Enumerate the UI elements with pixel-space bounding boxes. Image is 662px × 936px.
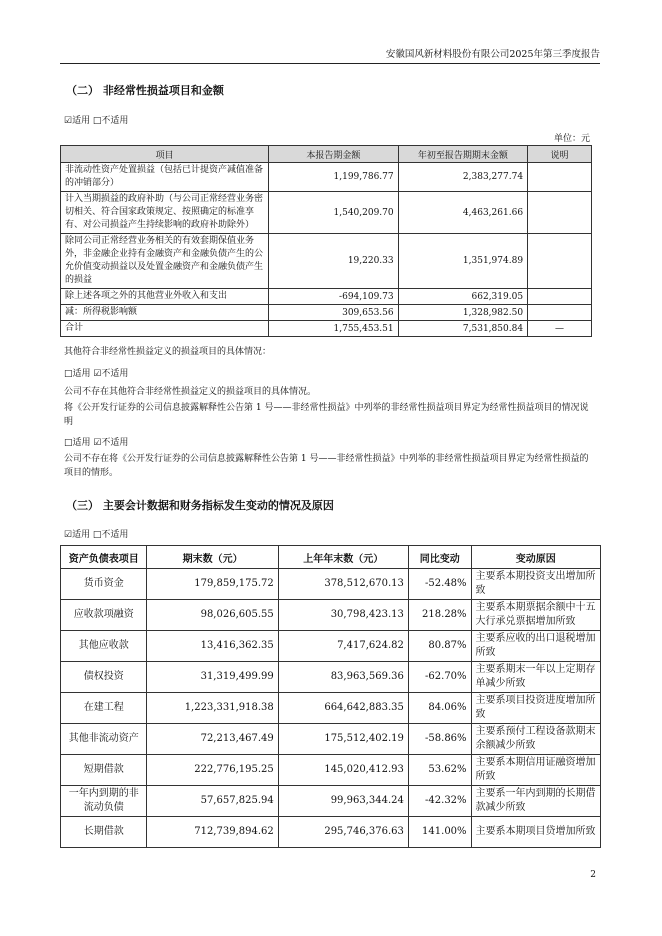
item-cell: 应收款项融资: [61, 600, 147, 631]
ytd-amount-cell: 1,328,982.50: [398, 305, 527, 321]
yoy-change-cell: -42.32%: [408, 786, 471, 817]
note-cell: [528, 192, 592, 234]
period-end-cell: 712,739,894.62: [147, 817, 278, 848]
change-reason-cell: 主要系预付工程设备款期末余额减少所致: [471, 724, 600, 755]
period-end-cell: 179,859,175.72: [147, 569, 278, 600]
balance-sheet-changes-table: [60, 545, 601, 848]
prior-year-end-cell: 378,512,670.13: [278, 569, 408, 600]
current-amount-cell: 309,653.56: [269, 305, 398, 321]
item-cell: 除同公司正常经营业务相关的有效套期保值业务外，非金融企业持有金融资产和金融负债产生的公允价值变动损益以及处置金融资产和金融负债产生的损益: [61, 234, 269, 289]
item-cell: 除上述各项之外的其他营业外收入和支出: [61, 289, 269, 305]
yoy-change-cell: -52.48%: [408, 569, 471, 600]
prior-year-end-cell: 295,746,376.63: [278, 817, 408, 848]
section3-title: （三） 主要会计数据和财务指标发生变动的情况及原因: [66, 499, 334, 512]
table-row: [61, 289, 592, 305]
table-row: [61, 786, 601, 817]
period-end-cell: 222,776,195.25: [147, 755, 278, 786]
para-other-items: 其他符合非经常性损益定义的损益项目的具体情况：: [64, 347, 272, 357]
table-row: [61, 817, 601, 848]
section2-title: （二） 非经常性损益项目和金额: [66, 84, 224, 97]
column-header: 说明: [528, 146, 592, 163]
yoy-change-cell: -62.70%: [408, 662, 471, 693]
note-cell: [528, 305, 592, 321]
change-reason-cell: 主要系项目投资进度增加所致: [471, 693, 600, 724]
column-header: 项目: [61, 146, 269, 163]
item-cell: 在建工程: [61, 693, 147, 724]
item-cell: 货币资金: [61, 569, 147, 600]
column-header: 同比变动: [408, 546, 471, 569]
item-cell: 其他应收款: [61, 631, 147, 662]
prior-year-end-cell: 7,417,624.82: [278, 631, 408, 662]
note-cell: [528, 234, 592, 289]
item-cell: 短期借款: [61, 755, 147, 786]
change-reason-cell: 主要系本期项目贷增加所致: [471, 817, 600, 848]
current-amount-cell: 1,199,786.77: [269, 163, 398, 192]
table-row: [61, 600, 601, 631]
period-end-cell: 57,657,825.94: [147, 786, 278, 817]
applicability-3: □适用 ☑不适用: [64, 438, 129, 448]
column-header: 本报告期金额: [269, 146, 398, 163]
ytd-amount-cell: 2,383,277.74: [398, 163, 527, 192]
section2-applicability: ☑适用 □不适用: [64, 116, 129, 126]
table-row: [61, 321, 592, 337]
period-end-cell: 31,319,499.99: [147, 662, 278, 693]
column-header: 变动原因: [471, 546, 600, 569]
ytd-amount-cell: 4,463,261.66: [398, 192, 527, 234]
change-reason-cell: 主要系期末一年以上定期存单减少所致: [471, 662, 600, 693]
item-cell: 一年内到期的非流动负债: [61, 786, 147, 817]
period-end-cell: 72,213,467.49: [147, 724, 278, 755]
table-row: [61, 693, 601, 724]
ytd-amount-cell: 7,531,850.84: [398, 321, 527, 337]
change-reason-cell: 主要系一年内到期的长期借款减少所致: [471, 786, 600, 817]
column-header: 期末数（元）: [147, 546, 278, 569]
item-cell: 合计: [61, 321, 269, 337]
current-amount-cell: 1,540,209.70: [269, 192, 398, 234]
page-number: 2: [590, 870, 596, 880]
item-cell: 债权投资: [61, 662, 147, 693]
table-row: [61, 569, 601, 600]
column-header: 年初至报告期期末金额: [398, 146, 527, 163]
table-row: [61, 305, 592, 321]
yoy-change-cell: 80.87%: [408, 631, 471, 662]
unit-label: 单位：元: [553, 134, 590, 144]
change-reason-cell: 主要系本期信用证融资增加所致: [471, 755, 600, 786]
column-header: 上年年末数（元）: [278, 546, 408, 569]
ytd-amount-cell: 662,319.05: [398, 289, 527, 305]
column-header: 资产负债表项目: [61, 546, 147, 569]
change-reason-cell: 主要系本期投资支出增加所致: [471, 569, 600, 600]
item-cell: 减：所得税影响额: [61, 305, 269, 321]
change-reason-cell: 主要系本期票据余额中十五大行承兑票据增加所致: [471, 600, 600, 631]
table-row: [61, 631, 601, 662]
current-amount-cell: -694,109.73: [269, 289, 398, 305]
period-end-cell: 98,026,605.55: [147, 600, 278, 631]
ytd-amount-cell: 1,351,974.89: [398, 234, 527, 289]
prior-year-end-cell: 99,963,344.24: [278, 786, 408, 817]
page-header: 安徽国风新材料股份有限公司2025年第三季度报告: [60, 46, 600, 64]
note-cell: —: [528, 321, 592, 337]
table-row: [61, 163, 592, 192]
change-reason-cell: 主要系应收的出口退税增加所致: [471, 631, 600, 662]
section3-applicability: ☑适用 □不适用: [64, 530, 129, 540]
applicability-2: □适用 ☑不适用: [64, 369, 129, 379]
period-end-cell: 13,416,362.35: [147, 631, 278, 662]
note-cell: [528, 289, 592, 305]
prior-year-end-cell: 664,642,883.35: [278, 693, 408, 724]
table-row: [61, 234, 592, 289]
table-row: [61, 724, 601, 755]
yoy-change-cell: -58.86%: [408, 724, 471, 755]
current-amount-cell: 19,220.33: [269, 234, 398, 289]
prior-year-end-cell: 145,020,412.93: [278, 755, 408, 786]
non-recurring-table: [60, 145, 592, 337]
table-row: [61, 755, 601, 786]
item-cell: 非流动性资产处置损益（包括已计提资产减值准备的冲销部分）: [61, 163, 269, 192]
table-row: [61, 192, 592, 234]
prior-year-end-cell: 175,512,402.19: [278, 724, 408, 755]
para-no-reclassification: 公司不存在将《公开发行证券的公司信息披露解释性公告第 1 号——非经常性损益》中列举的非经常性损益项目界定为经常性损益的项目的情形。: [64, 454, 589, 478]
table-row: [61, 662, 601, 693]
para-no-other-items: 公司不存在其他符合非经常性损益定义的损益项目的具体情况。: [64, 387, 317, 397]
prior-year-end-cell: 83,963,569.36: [278, 662, 408, 693]
item-cell: 其他非流动资产: [61, 724, 147, 755]
item-cell: 计入当期损益的政府补助（与公司正常经营业务密切相关、符合国家政策规定、按照确定的标准享有、对公司损益产生持续影响的政府补助除外）: [61, 192, 269, 234]
yoy-change-cell: 141.00%: [408, 817, 471, 848]
prior-year-end-cell: 30,798,423.13: [278, 600, 408, 631]
yoy-change-cell: 218.28%: [408, 600, 471, 631]
note-cell: [528, 163, 592, 192]
yoy-change-cell: 53.62%: [408, 755, 471, 786]
yoy-change-cell: 84.06%: [408, 693, 471, 724]
para-reclassification: 将《公开发行证券的公司信息披露解释性公告第 1 号——非经常性损益》中列举的非经常性损益项目界定为经常性损益项目的情况说明: [64, 403, 589, 427]
current-amount-cell: 1,755,453.51: [269, 321, 398, 337]
item-cell: 长期借款: [61, 817, 147, 848]
period-end-cell: 1,223,331,918.38: [147, 693, 278, 724]
